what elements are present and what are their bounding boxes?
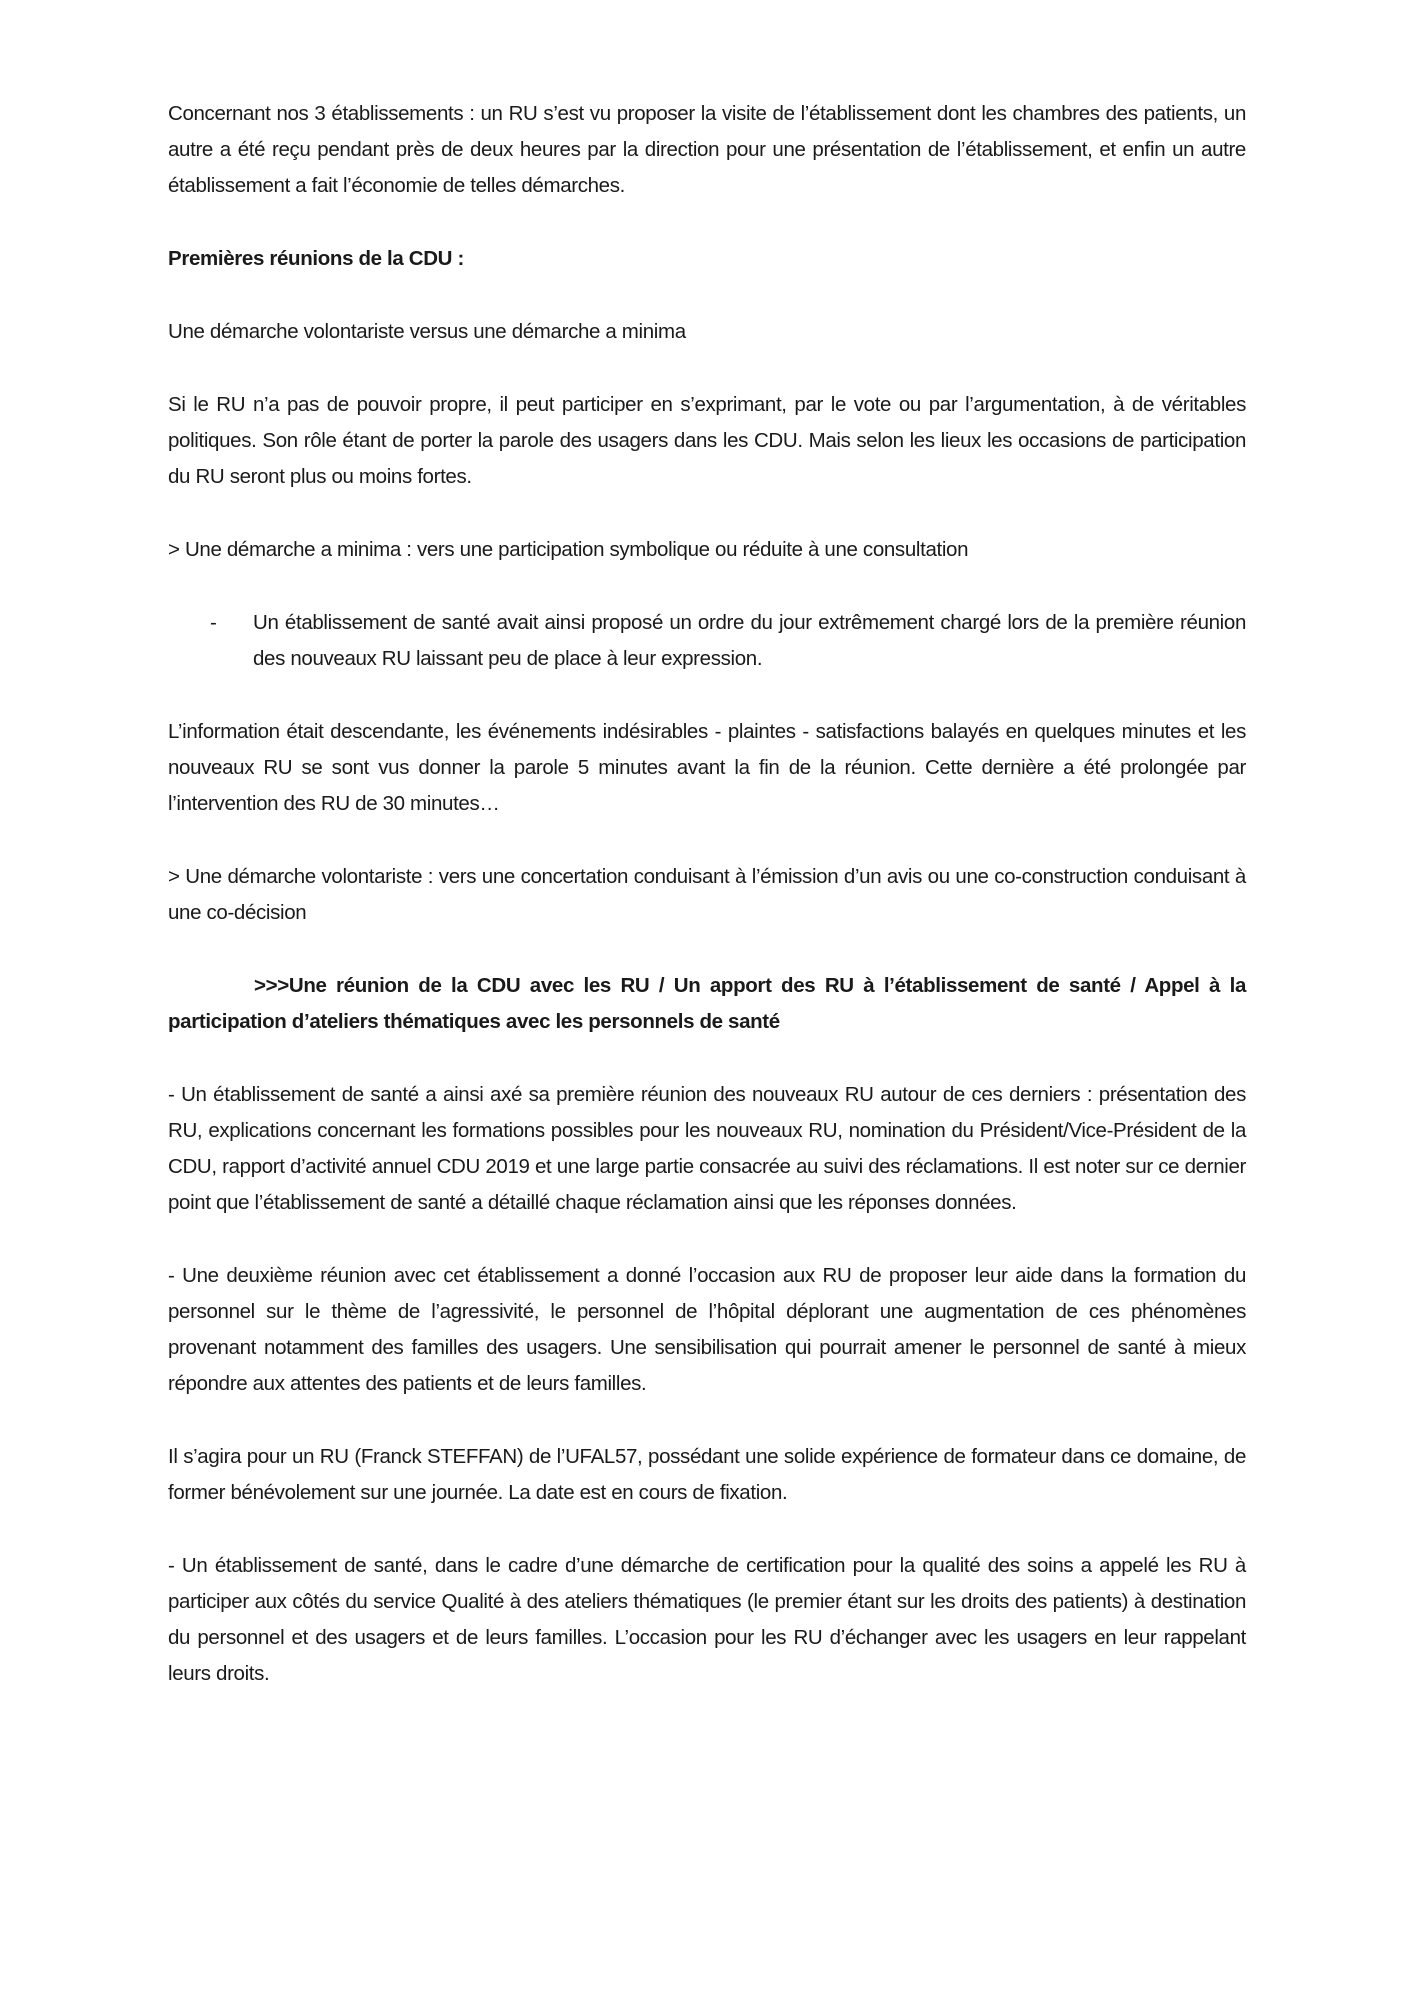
paragraph-approach-comparison: Une démarche volontariste versus une démarche a minima — [168, 320, 686, 343]
document-page — [168, 96, 1246, 1692]
section-heading-first-cdu-meetings: Premières réunions de la CDU : — [168, 247, 464, 270]
section-heading-cdu-meeting-with-ru: >>>Une réunion de la CDU avec les RU / Un apport des RU à l’établissement de santé / Appel à la participation d’ateliers thématiques avec les personnels de santé — [168, 974, 1246, 1033]
paragraph-voluntary-approach: > Une démarche volontariste : vers une concertation conduisant à l’émission d’un avis ou une co-construction conduisant à une co-décision — [168, 865, 1246, 924]
bullet-text: Un établissement de santé avait ainsi proposé un ordre du jour extrêmement chargé lors de la première réunion des nouveaux RU laissant peu de place à leur expression. — [253, 611, 1246, 670]
paragraph-certification-workshops: - Un établissement de santé, dans le cadre d’une démarche de certification pour la qualité des soins a appelé les RU à participer aux côtés du service Qualité à des ateliers thématiques (le premier étant sur les droits des patients) à destination du personnel et des usagers et de leurs familles. L’occasion pour les RU d’échanger avec les usagers en leur rappelant leurs droits. — [168, 1554, 1246, 1685]
paragraph-volunteer-training: Il s’agira pour un RU (Franck STEFFAN) de l’UFAL57, possédant une solide expérience de formateur dans ce domaine, de former bénévolement sur une journée. La date est en cours de fixation. — [168, 1445, 1246, 1504]
paragraph-second-meeting-aggressiveness: - Une deuxième réunion avec cet établissement a donné l’occasion aux RU de proposer leur aide dans la formation du personnel sur le thème de l’agressivité, le personnel de l’hôpital déplorant une augmentation de ces phénomènes provenant notamment des familles des usagers. Une sensibilisation qui pourrait amener le personnel de santé à mieux répondre aux attentes des patients et de leurs familles. — [168, 1264, 1246, 1395]
paragraph-first-meeting-new-ru: - Un établissement de santé a ainsi axé sa première réunion des nouveaux RU autour de ces derniers : présentation des RU, explications concernant les formations possibles pour les nouveaux RU, nomination du Président/Vice-Président de la CDU, rapport d’activité annuel CDU 2019 et une large partie consacrée au suivi des réclamations. Il est noter sur ce dernier point que l’établissement de santé a détaillé chaque réclamation ainsi que les réponses données. — [168, 1083, 1246, 1214]
paragraph-minimal-approach: > Une démarche a minima : vers une participation symbolique ou réduite à une consultation — [168, 538, 969, 561]
bullet-item-loaded-agenda — [168, 605, 1246, 677]
paragraph-top-down-information: L’information était descendante, les événements indésirables - plaintes - satisfactions balayés en quelques minutes et les nouveaux RU se sont vus donner la parole 5 minutes avant la fin de la réunion. Cette dernière a été prolongée par l’intervention des RU de 30 minutes… — [168, 720, 1246, 815]
paragraph-ru-role: Si le RU n’a pas de pouvoir propre, il peut participer en s’exprimant, par le vote ou par l’argumentation, à de véritables politiques. Son rôle étant de porter la parole des usagers dans les CDU. Mais selon les lieux les occasions de participation du RU seront plus ou moins fortes. — [168, 393, 1246, 488]
paragraph-establishments-visits: Concernant nos 3 établissements : un RU s’est vu proposer la visite de l’établissement dont les chambres des patients, un autre a été reçu pendant près de deux heures par la direction pour une présentation de l’établissement, et enfin un autre établissement a fait l’économie de telles démarches. — [168, 102, 1246, 197]
bullet-dash: - — [210, 611, 217, 634]
